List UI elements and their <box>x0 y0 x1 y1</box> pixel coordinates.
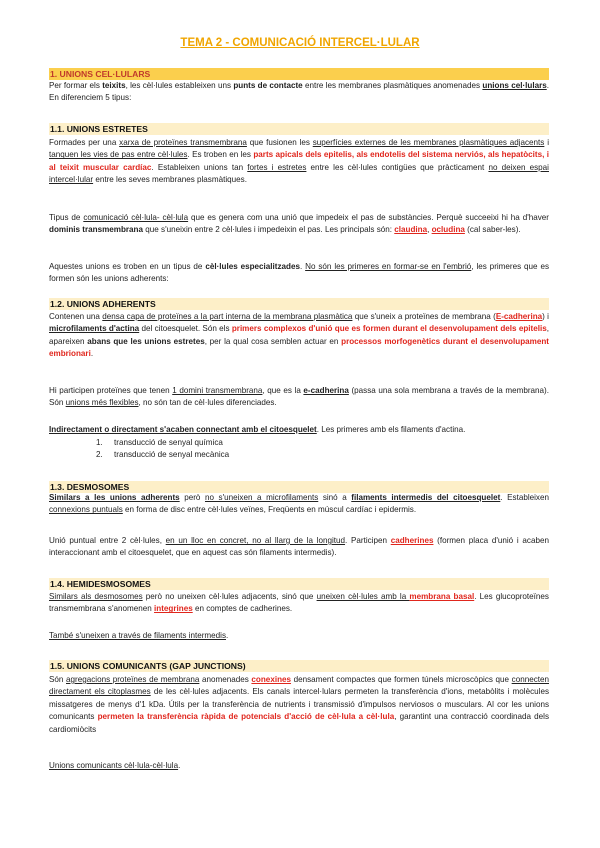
paragraph-hemidesmosomes-1: Similars als desmosomes però no uneixen cèl·lules adjacents, sinó que uneixen cèl·lules amb la membrana basal. Les glucoproteïnes transmembrana s'anomenen integrines en comptes de cadherines. <box>49 592 549 614</box>
paragraph-comunicants-1: Són agregacions proteïnes de membrana anomenades conexines densament compactes que formen túnels microscòpics que connecten directament els citoplasmes de les cèl·lules adjacents. Els canals intercel·lulars permeten la transferència d'ions, metabòlits i molècules missatgeres de menys d'1 kDa. Útils per la transferència de nutrients i transmissió d'impulsos nerviosos o musculars. Al cor les unions comunicants permeten la transferència ràpida de potencials d'acció de cèl·lula a cèl·lula, garantint una contracció coordinada dels cardiomiòcits <box>49 675 550 734</box>
section-heading-unions-estretes: 1.1. UNIONS ESTRETES <box>49 123 549 135</box>
paragraph-unions-intro: Per formar els teixits, les cèl·lules estableixen uns punts de contacte entre les membranes plasmàtiques anomenades unions cel·lulars. En diferenciem 5 tipus: <box>49 81 549 103</box>
paragraph-desmosomes-1: Similars a les unions adherents però no s'uneixen a microfilaments sinó a filaments intermedis del citoesquelet. Estableixen connexions puntuals en forma de disc entre cèl·lules veïnes, Freqüents en múscul cardíac i epidermis. <box>49 493 549 515</box>
page-title: TEMA 2 - COMUNICACIÓ INTERCEL·LULAR <box>180 37 420 49</box>
section-heading-unions-cellulars: 1. UNIONS CEL·LULARS <box>49 68 549 80</box>
section-heading-desmosomes: 1.3. DESMOSOMES <box>49 481 549 493</box>
paragraph-adherents-1: Contenen una densa capa de proteïnes a la part interna de la membrana plasmàtica que s'uneix a proteïnes de membrana (E-cadherina) i microfilaments d'actina del citoesquelet. Són els primers complexos d'unió que es formen durant el desenvolupament dels epitelis, apareixen abans que les unions estretes, per la qual cosa semblen actuar en processos morfogenètics durant el desenvolupament embrionari. <box>49 312 549 359</box>
section-heading-hemidesmosomes: 1.4. HEMIDESMOSOMES <box>49 578 549 590</box>
section-heading-unions-comunicants: 1.5. UNIONS COMUNICANTS (GAP JUNCTIONS) <box>49 660 549 672</box>
paragraph-estretes-3: Aquestes unions es troben en un tipus de cèl·lules especialitzades. No són les primeres en formar-se en l'embrió, les primeres que es formen són les unions adherents: <box>49 262 549 284</box>
paragraph-adherents-2: Hi participen proteïnes que tenen 1 domini transmembrana, que es la e-cadherina (passa una sola membrana a través de la membrana). Són unions més flexibles, no són tan de cèl·lules diferenciades. <box>49 386 549 408</box>
paragraph-desmosomes-2: Unió puntual entre 2 cèl·lules, en un lloc en concret, no al llarg de la longitud. Participen cadherines (formen placa d'unió i acaben interaccionant amb el citoesquelet, que en aquest cas són filaments intermedis). <box>49 536 549 558</box>
paragraph-estretes-2: Tipus de comunicació cèl·lula- cèl·lula que es genera com una unió que impedeix el pas de substàncies. Perquè succeeixi hi ha d'haver dominis transmembrana que s'uneixin entre 2 cèl·lules i impedeixin el pas. Les principals són: claudina, ocludina (cal saber-les). <box>49 213 549 235</box>
paragraph-comunicants-2: Unions comunicants cèl·lula-cèl·lula. <box>49 761 181 770</box>
paragraph-adherents-3: Indirectament o directament s'acaben connectant amb el citoesquelet. Les primeres amb els filaments d'actina. <box>49 425 466 434</box>
section-heading-unions-adherents: 1.2. UNIONS ADHERENTS <box>49 298 549 310</box>
list-item: 1. transducció de senyal química <box>96 438 223 447</box>
paragraph-hemidesmosomes-2: També s'uneixen a través de filaments intermedis. <box>49 631 229 640</box>
paragraph-estretes-1: Formades per una xarxa de proteïnes transmembrana que fusionen les superfícies externes de les membranes plasmàtiques adjacents i tanquen les vies de pas entre cèl·lules. Es troben en les parts apicals dels epitelis, als endotelis del sistema nerviós, als hepatòcits, i al teixit muscular cardíac. Estableixen unions tan fortes i estretes entre les cèl·lules contigües que pràcticament no deixen espai intercel·lular entre les seves membranes plasmàtiques. <box>49 138 549 185</box>
list-item: 2. transducció de senyal mecànica <box>96 450 230 460</box>
transduction-list <box>96 437 229 462</box>
